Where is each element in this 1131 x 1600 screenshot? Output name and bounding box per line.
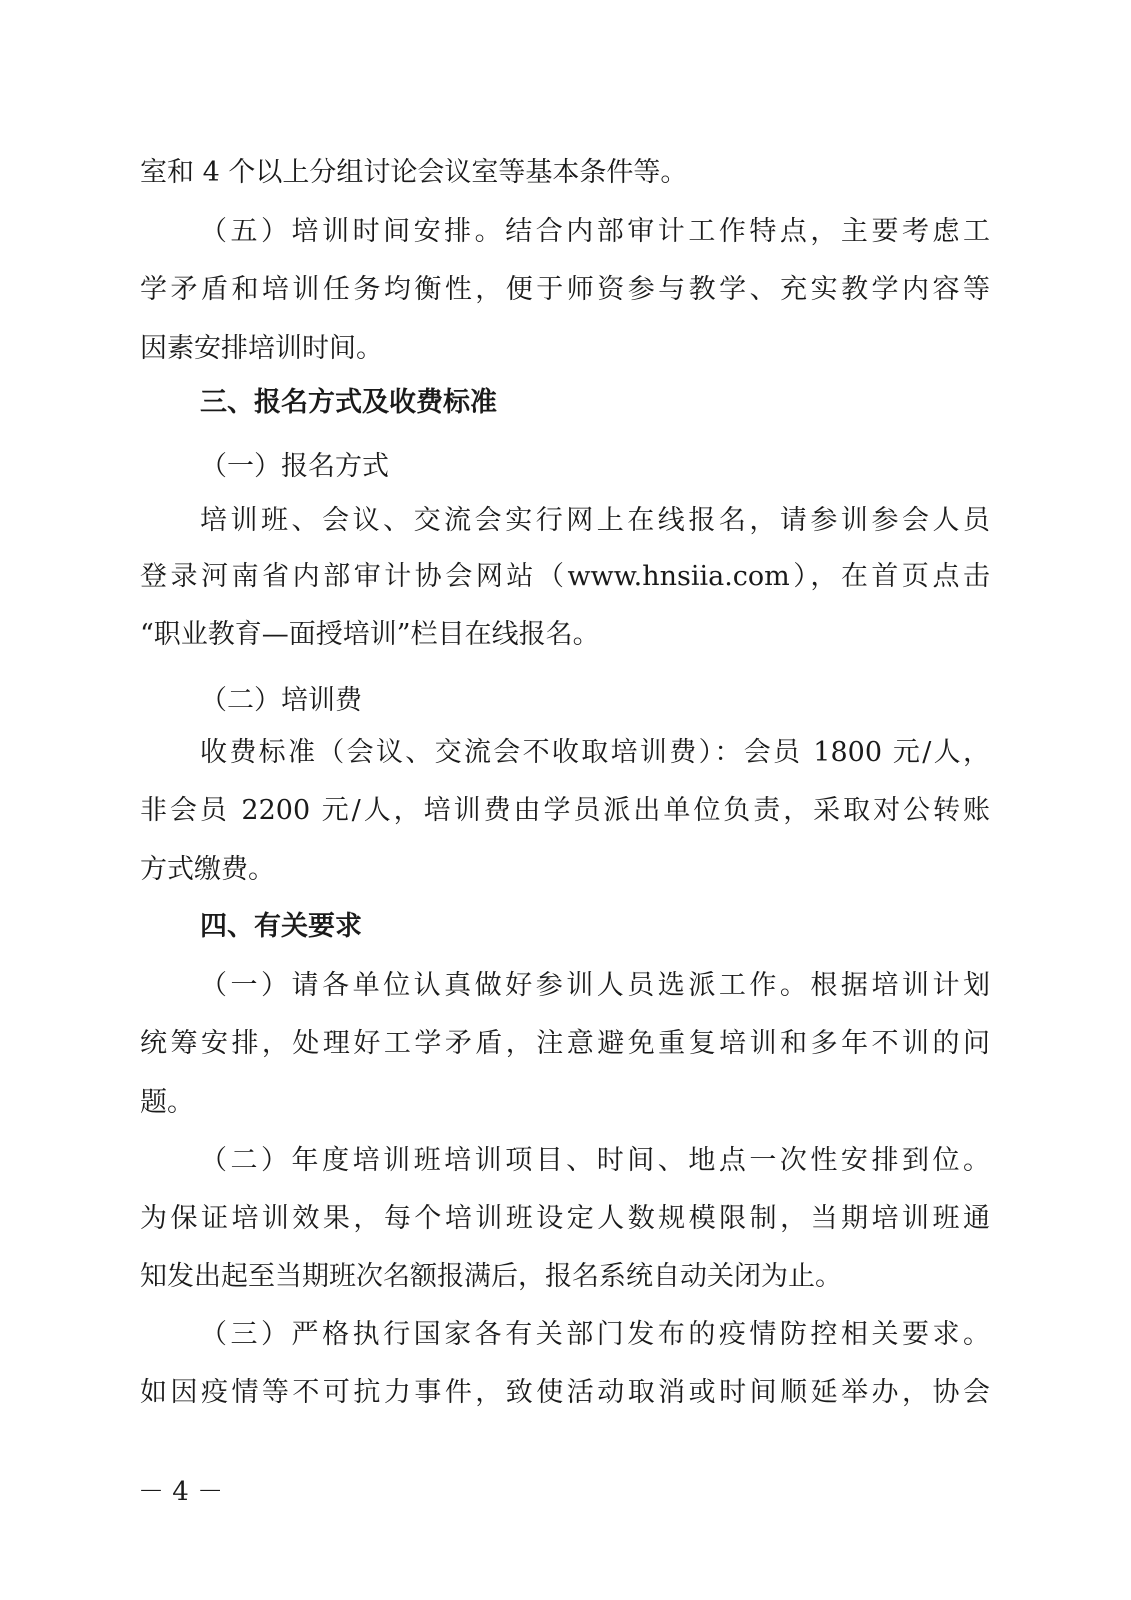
body-line: 登录河南省内部审计协会网站（www.hnsiia.com），在首页点击	[140, 561, 990, 592]
body-line: “职业教育—面授培训”栏目在线报名。	[140, 619, 600, 650]
subsection-heading: （一）报名方式	[200, 451, 389, 482]
section-heading: 四、有关要求	[200, 911, 362, 942]
body-line: （二）年度培训班培训项目、时间、地点一次性安排到位。	[200, 1145, 990, 1176]
body-line: 室和 4 个以上分组讨论会议室等基本条件等。	[140, 157, 688, 188]
body-line: 培训班、会议、交流会实行网上在线报名，请参训参会人员	[200, 505, 990, 536]
body-line: （一）请各单位认真做好参训人员选派工作。根据培训计划	[200, 970, 990, 1001]
page-number: － 4 －	[138, 1477, 224, 1507]
section-heading: 三、报名方式及收费标准	[200, 387, 497, 418]
body-line: 为保证培训效果，每个培训班设定人数规模限制，当期培训班通	[140, 1203, 990, 1234]
body-line: 因素安排培训时间。	[140, 333, 383, 364]
body-line: （五）培训时间安排。结合内部审计工作特点，主要考虑工	[200, 216, 990, 247]
body-line: 统筹安排，处理好工学矛盾，注意避免重复培训和多年不训的问	[140, 1028, 990, 1059]
body-line: 题。	[140, 1087, 194, 1118]
body-line: 知发出起至当期班次名额报满后，报名系统自动关闭为止。	[140, 1261, 842, 1292]
body-line: 如因疫情等不可抗力事件，致使活动取消或时间顺延举办，协会	[140, 1377, 990, 1408]
body-line: 非会员 2200 元/人，培训费由学员派出单位负责，采取对公转账	[140, 795, 990, 826]
body-line: 收费标准（会议、交流会不收取培训费）：会员 1800 元/人，	[200, 737, 990, 768]
body-line: （三）严格执行国家各有关部门发布的疫情防控相关要求。	[200, 1319, 990, 1350]
subsection-heading: （二）培训费	[200, 685, 362, 716]
body-line: 方式缴费。	[140, 854, 275, 885]
body-line: 学矛盾和培训任务均衡性，便于师资参与教学、充实教学内容等	[140, 274, 990, 305]
